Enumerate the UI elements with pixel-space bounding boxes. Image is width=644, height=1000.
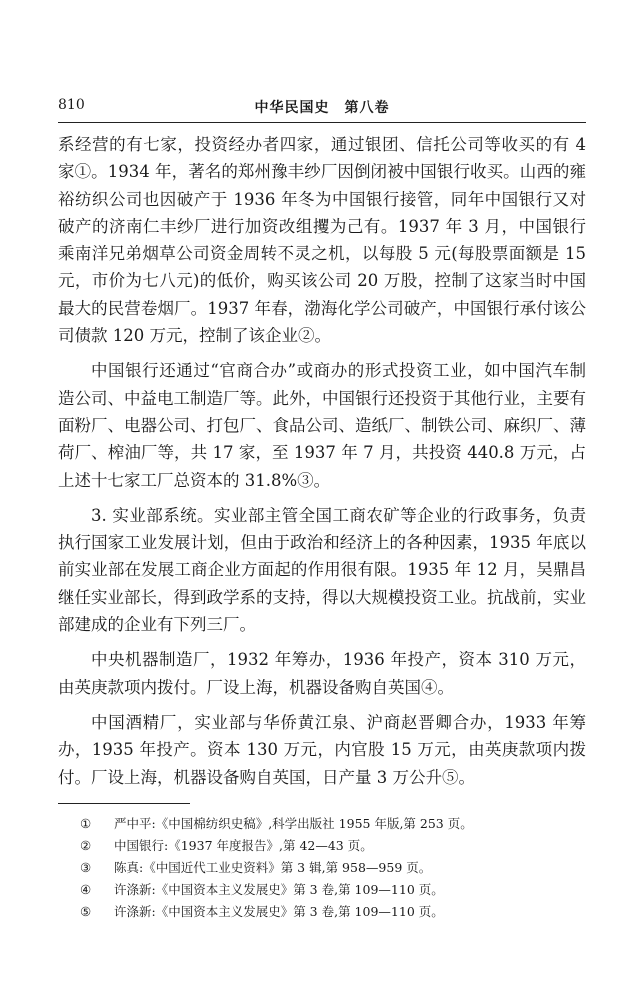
footnote-number: ① [80,816,92,831]
footnote-text: 中国银行:《1937 年度报告》,第 42—43 页。 [114,838,373,853]
footnote-text: 许涤新:《中国资本主义发展史》第 3 卷,第 109—110 页。 [114,882,444,897]
paragraph: 中国酒精厂，实业部与华侨黄江泉、沪商赵晋卿合办，1933 年筹办，1935 年投产。资本 130 万元，内官股 15 万元，由英庚款项内拨付。厂设上海，机器设备购自英国，日产量 3 万公升⑤。 [58,712,586,787]
footnote [80,857,580,879]
footnote [80,813,580,835]
running-title: 中华民国史 第八卷 [254,100,390,116]
footnote-text: 陈真:《中国近代工业史资料》第 3 辑,第 958—959 页。 [114,860,432,875]
footnote-number: ③ [80,860,92,875]
footnote [80,835,580,857]
footnote-rule [58,803,190,804]
footnote-text: 严中平:《中国棉纺织史稿》,科学出版社 1955 年版,第 253 页。 [114,816,473,831]
page-number: 810 [58,97,85,113]
body-text [58,131,586,791]
footnote-text: 许涤新:《中国资本主义发展史》第 3 卷,第 109—110 页。 [114,904,444,919]
footnote [80,879,580,901]
footnotes [80,813,580,923]
footnote-number: ② [80,838,92,853]
paragraph: 3. 实业部系统。实业部主管全国工商农矿等企业的行政事务，负责执行国家工业发展计划，但由于政治和经济上的各种因素，1935 年底以前实业部在发展工商企业方面起的作用很有限。1935 年 12 月，吴鼎昌继任实业部长，得到政学系的支持，得以大规模投资工业。抗战前，实业部建成的企业有下列三厂。 [58,505,586,635]
paragraph: 中国银行还通过“官商合办”或商办的形式投资工业，如中国汽车制造公司、中益电工制造厂等。此外，中国银行还投资于其他行业，主要有面粉厂、电器公司、打包厂、食品公司、造纸厂、制铁公司、麻织厂、薄荷厂、榨油厂等，共 17 家，至 1937 年 7 月，共投资 440.8 万元，占上述十七家工厂总资本的 31.8%③。 [58,361,586,490]
header-rule [58,122,586,123]
footnote-number: ④ [80,882,92,897]
footnote-number: ⑤ [80,904,92,919]
footnote [80,901,580,923]
paragraph: 系经营的有七家，投资经办者四家，通过银团、信托公司等收买的有 4 家①。1934 年，著名的郑州豫丰纱厂因倒闭被中国银行收买。山西的雍裕纺织公司也因破产于 1936 年冬为中国银行接管，同年中国银行又对破产的济南仁丰纱厂进行加资改组攫为己有。1937 年 3 月，中国银行乘南洋兄弟烟草公司资金周转不灵之机，以每股 5 元(每股票面额是 15 元，市价为七八元)的低价，购买该公司 20 万股，控制了这家当时中国最大的民营卷烟厂。1937 年春，渤海化学公司破产，中国银行承付该公司债款 120 万元，控制了该企业②。 [58,135,586,346]
page-header [58,97,586,123]
paragraph: 中央机器制造厂，1932 年筹办，1936 年投产，资本 310 万元，由英庚款项内拨付。厂设上海，机器设备购自英国④。 [58,650,586,697]
